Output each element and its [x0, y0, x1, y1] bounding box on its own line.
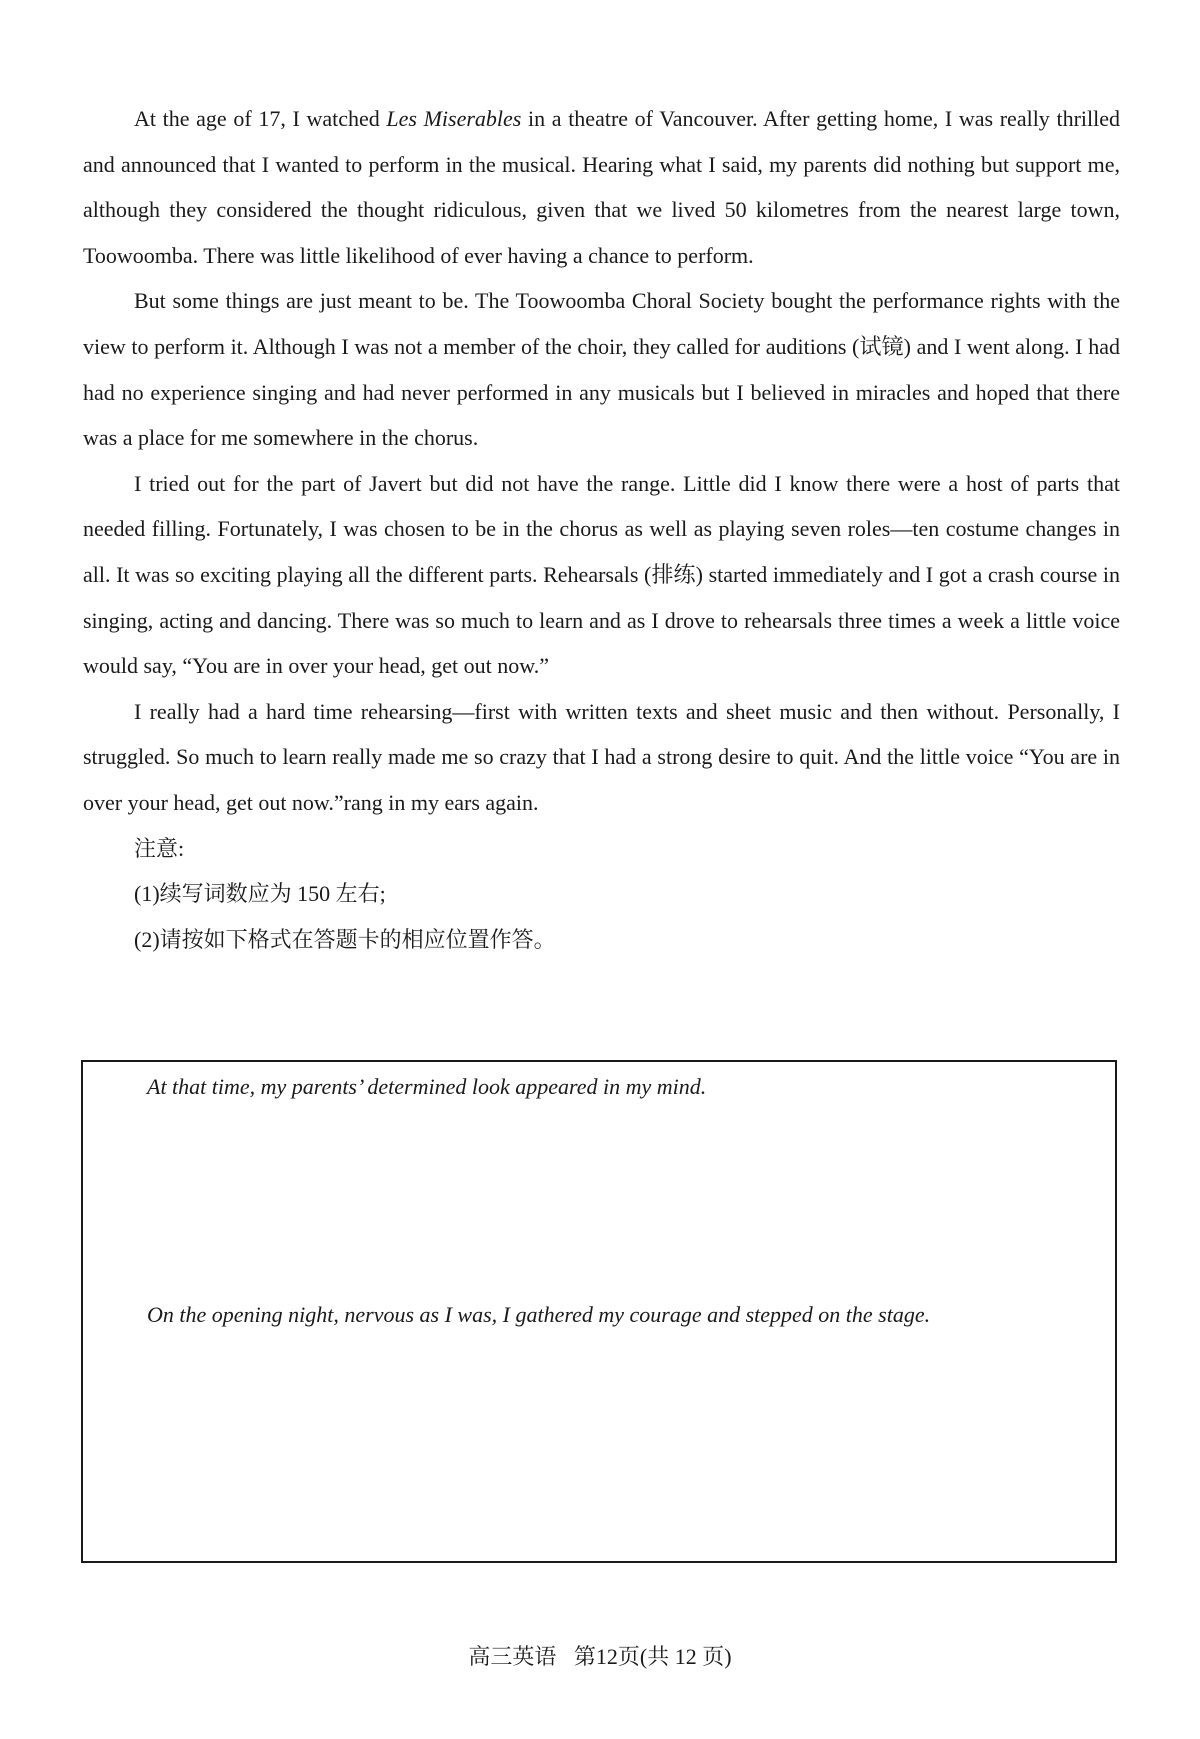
note-item-1: (1)续写词数应为 150 左右; [134, 881, 386, 907]
musical-title: Les Miserables [386, 106, 522, 131]
paragraph-1-start: At the age of 17, I watched [134, 106, 387, 131]
passage [83, 96, 1120, 962]
note-item-2: (2)请按如下格式在答题卡的相应位置作答。 [134, 926, 556, 952]
paragraph-4: I really had a hard time rehearsing—first with written texts and sheet music and then without. Personally, I struggled. So much to learn really made me so crazy that I had a strong desire to quit. And the little voice “You are in over your head, get out now.”rang in my ears again. [83, 698, 1120, 815]
notes-heading: 注意: [134, 835, 185, 861]
paragraph-3: I tried out for the part of Javert but did not have the range. Little did I know there were a host of parts that needed filling. Fortunately, I was chosen to be in the chorus as well as playing seven roles—ten costume changes in all. It was so exciting playing all the different parts. Rehearsals (排练) started immediately and I got a crash course in singing, acting and dancing. There was so much to learn and as I drove to rehearsals three times a week a little voice would say, “You are in over your head, get out now.” [83, 470, 1120, 679]
paragraph-1-rest: in a theatre of Vancouver. After getting home, I was really thrilled and announced that I wanted to perform in the musical. Hearing what I said, my parents did nothing but support me, although they considered the thought ridiculous, given that we lived 50 kilometres from the nearest large town, Toowoomba. There was little likelihood of ever having a chance to perform. [83, 106, 1120, 268]
continuation-prompt-1: At that time, my parents’ determined look appeared in my mind. [147, 1074, 707, 1099]
continuation-prompt-2: On the opening night, nervous as I was, I gathered my courage and stepped on the stage. [147, 1302, 931, 1327]
answer-box [81, 1060, 1117, 1563]
footer-page-number: 第12页(共 12 页) [573, 1644, 732, 1669]
page-footer [0, 1640, 1200, 1671]
paragraph-1 [83, 96, 1120, 278]
footer-subject: 高三英语 [468, 1644, 557, 1669]
paragraph-2: But some things are just meant to be. The Toowoomba Choral Society bought the performance rights with the view to perform it. Although I was not a member of the choir, they called for auditions (试镜) and I went along. I had had no experience singing and had never performed in any musicals but I believed in miracles and hoped that there was a place for me somewhere in the chorus. [83, 288, 1120, 451]
